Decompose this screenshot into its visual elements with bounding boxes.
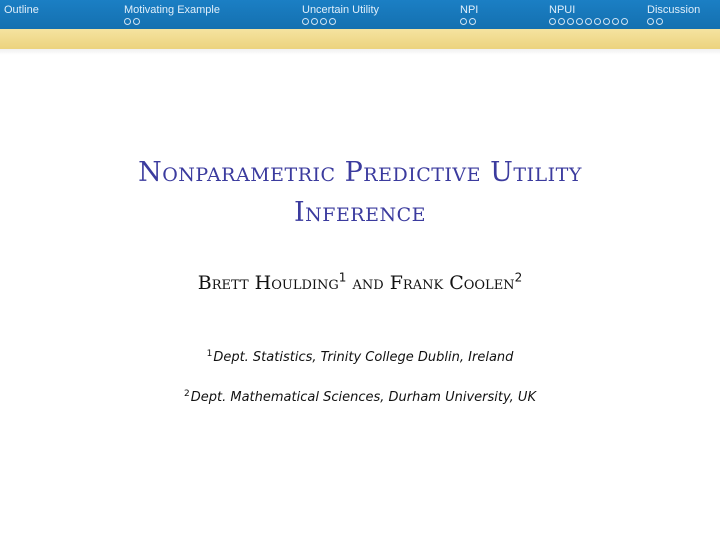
nav-section-label: NPI [460,4,479,16]
affiliation-1 [0,349,720,367]
nav-frame-dots [549,18,628,27]
frame-dot[interactable] [460,18,467,25]
nav-section-motivating-example[interactable] [124,3,220,27]
author-name: Frank Coolen [389,272,515,294]
nav-section-label: NPUI [549,4,576,16]
nav-section-uncertain-utility[interactable] [302,3,379,27]
nav-frame-dots [460,18,478,27]
affiliation-text: Dept. Statistics, Trinity College Dublin, Ireland [213,350,514,365]
title-line-2: Inference [293,197,427,228]
affiliation-mark: 1 [206,348,213,359]
frame-dot[interactable] [320,18,327,25]
frame-dot[interactable] [558,18,565,25]
affiliation-text: Dept. Mathematical Sciences, Durham University, UK [190,390,536,405]
section-navigation-bar [0,0,720,29]
frame-dot[interactable] [612,18,619,25]
nav-frame-dots [302,18,379,27]
nav-frame-dots [647,18,700,27]
frame-dot[interactable] [647,18,654,25]
frame-dot[interactable] [549,18,556,25]
frame-dot[interactable] [594,18,601,25]
nav-section-label: Uncertain Utility [302,4,380,16]
frame-dot[interactable] [124,18,131,25]
presentation-title [0,153,720,233]
author-connector: and [352,272,384,294]
header-shadow [0,49,720,55]
header-subbar [0,29,720,49]
author-affiliation-mark: 1 [338,270,347,285]
frame-dot[interactable] [469,18,476,25]
affiliation-mark: 2 [184,388,190,399]
author-affiliation-mark: 2 [514,270,523,285]
frame-dot[interactable] [576,18,583,25]
author-line [0,270,720,296]
frame-dot[interactable] [585,18,592,25]
author-name: Brett Houlding [197,272,339,294]
nav-frame-dots [124,18,220,27]
frame-dot[interactable] [133,18,140,25]
frame-dot[interactable] [329,18,336,25]
nav-section-label: Motivating Example [124,4,220,16]
frame-dot[interactable] [311,18,318,25]
nav-section-npui[interactable] [549,3,628,27]
frame-dot[interactable] [656,18,663,25]
nav-section-npi[interactable] [460,3,478,27]
nav-section-outline[interactable] [4,3,39,17]
frame-dot[interactable] [621,18,628,25]
affiliation-2 [0,389,720,407]
frame-dot[interactable] [567,18,574,25]
nav-section-label: Discussion [647,4,701,16]
frame-dot[interactable] [603,18,610,25]
frame-dot[interactable] [302,18,309,25]
nav-section-label: Outline [4,4,39,16]
nav-section-discussion[interactable] [647,3,700,27]
title-line-1: Nonparametric Predictive Utility [138,157,582,188]
